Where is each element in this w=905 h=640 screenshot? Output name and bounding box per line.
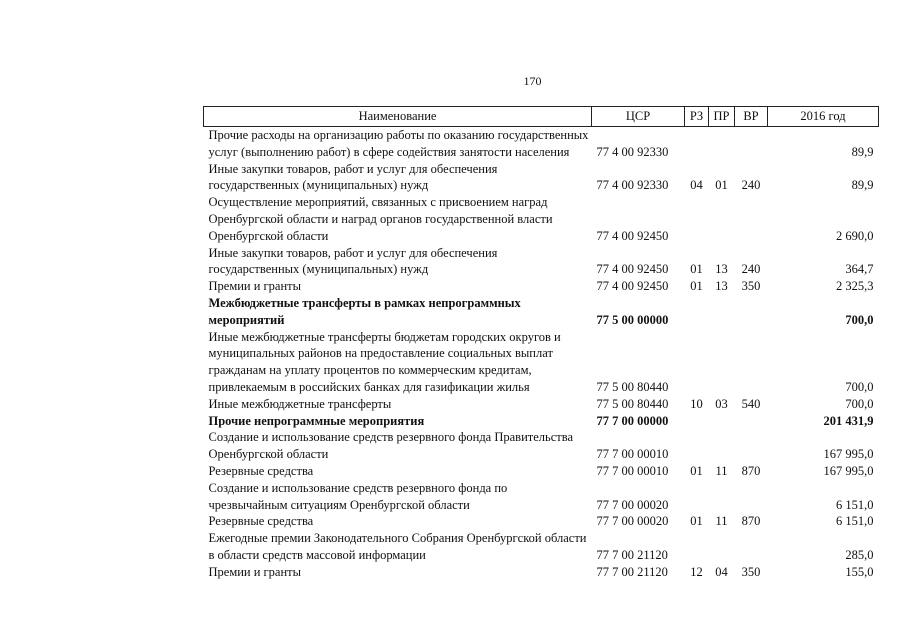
row-pr: 11 [715,463,728,478]
row-name: Иные закупки товаров, работ и услуг для обеспечения государственных (муниципальных) нужд [208,161,498,193]
row-csr: 77 7 00 00010 [596,463,669,478]
row-vr [735,194,768,244]
table-row [204,329,879,396]
row-amount: 89,9 [851,178,874,193]
row-pr [709,329,735,396]
header-pr: ПР [709,107,735,127]
row-csr: 77 7 00 00020 [596,514,669,529]
table-row [204,194,879,244]
row-name: Резервные средства [208,514,314,529]
row-pr [709,480,735,514]
row-pr: 11 [715,514,728,529]
row-name: Иные межбюджетные трансферты [208,396,392,411]
row-rz: 01 [690,514,703,529]
row-pr: 13 [715,262,728,277]
row-rz [685,329,709,396]
header-year: 2016 год [768,107,879,127]
row-rz [685,295,709,329]
row-vr [735,413,768,430]
row-csr: 77 4 00 92450 [596,228,669,243]
row-amount: 89,9 [851,144,874,159]
row-name: Ежегодные премии Законодательного Собрания Оренбургской области в области средств массовой информации [208,531,587,562]
row-pr: 03 [715,396,728,411]
row-name: Прочие непрограммные мероприятия [208,413,425,428]
row-csr: 77 7 00 00020 [596,497,669,512]
row-vr: 350 [741,564,761,579]
row-csr: 77 4 00 92330 [596,144,669,159]
row-csr: 77 7 00 00010 [596,447,669,462]
row-vr: 540 [741,396,761,411]
row-name: Премии и гранты [208,564,302,579]
table-row [204,463,879,480]
row-amount: 6 151,0 [836,497,874,512]
budget-table [203,106,879,581]
row-pr [709,127,735,161]
row-csr: 77 7 00 21120 [596,547,668,562]
table-row [204,161,879,195]
row-name: Иные закупки товаров, работ и услуг для обеспечения государственных (муниципальных) нужд [208,245,498,277]
row-rz: 04 [690,178,703,193]
row-rz: 01 [690,279,703,294]
row-pr: 04 [715,564,728,579]
row-amount: 700,0 [845,312,874,327]
row-name: Премии и гранты [208,279,302,294]
row-rz: 01 [690,463,703,478]
table-header-row [204,107,879,127]
row-rz [685,127,709,161]
row-csr: 77 7 00 21120 [596,564,668,579]
row-rz [685,194,709,244]
row-name: Осуществление мероприятий, связанных с присвоением наград Оренбургской области и наград органов государственной власти Оренбургской области [208,195,553,243]
row-vr [735,429,768,463]
table-row [204,278,879,295]
row-vr [735,329,768,396]
page-number: 170 [523,74,542,88]
row-rz [685,413,709,430]
row-rz: 12 [690,564,703,579]
row-amount: 167 995,0 [823,463,874,478]
table-row [204,530,879,564]
row-name: Создание и использование средств резервного фонда по чрезвычайным ситуациям Оренбургской области [208,480,508,512]
row-name: Прочие расходы на организацию работы по оказанию государственных услуг (выполнению работ) в сфере содействия занятости населения [208,128,589,159]
header-vr: ВР [735,107,768,127]
row-amount: 364,7 [845,262,874,277]
table-row [204,295,879,329]
row-amount: 285,0 [845,547,874,562]
row-name: Создание и использование средств резервного фонда Правительства Оренбургской области [208,430,574,462]
row-csr: 77 5 00 80440 [596,396,669,411]
row-vr: 240 [741,178,761,193]
row-amount: 155,0 [845,564,874,579]
row-pr [709,530,735,564]
row-name: Иные межбюджетные трансферты бюджетам городских округов и муниципальных районов на предоставление социальных выплат гражданам на уплату процентов по коммерческим кредитам, привлекаемым в российских банках для газификации жилья [208,329,561,394]
row-vr: 240 [741,262,761,277]
row-rz [685,480,709,514]
row-pr [709,295,735,329]
row-pr: 01 [715,178,728,193]
row-rz: 10 [690,396,703,411]
table-row [204,245,879,279]
row-amount: 700,0 [845,396,874,411]
header-csr: ЦСР [592,107,685,127]
header-rz: РЗ [685,107,709,127]
row-amount: 6 151,0 [836,514,874,529]
row-amount: 201 431,9 [823,413,874,428]
table-body [204,127,879,581]
table-row [204,513,879,530]
row-rz: 01 [690,262,703,277]
row-amount: 167 995,0 [823,447,874,462]
row-pr: 13 [715,279,728,294]
row-vr [735,295,768,329]
row-vr [735,127,768,161]
row-vr [735,480,768,514]
row-csr: 77 4 00 92450 [596,279,669,294]
row-rz [685,530,709,564]
row-vr: 870 [741,514,761,529]
row-csr: 77 7 00 00000 [596,413,669,428]
table-row [204,564,879,581]
row-amount: 700,0 [845,379,874,394]
row-csr: 77 4 00 92450 [596,262,669,277]
header-name: Наименование [204,107,592,127]
row-pr [709,194,735,244]
table-row [204,480,879,514]
row-rz [685,429,709,463]
table-row [204,127,879,161]
row-pr [709,413,735,430]
row-csr: 77 5 00 00000 [596,312,669,327]
table-row [204,396,879,413]
row-vr [735,530,768,564]
row-name: Резервные средства [208,463,314,478]
row-csr: 77 4 00 92330 [596,178,669,193]
row-csr: 77 5 00 80440 [596,379,669,394]
row-amount: 2 325,3 [836,279,874,294]
table-row [204,429,879,463]
row-pr [709,429,735,463]
row-name: Межбюджетные трансферты в рамках непрограммных мероприятий [208,295,521,327]
table-row [204,413,879,430]
row-vr: 350 [741,279,761,294]
row-vr: 870 [741,463,761,478]
row-amount: 2 690,0 [836,228,874,243]
